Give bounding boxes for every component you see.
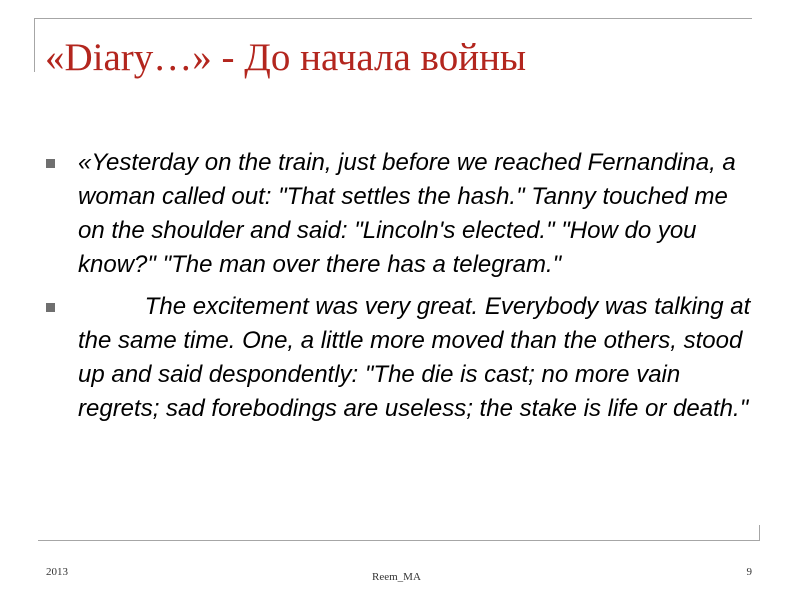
bullet-item	[46, 146, 758, 282]
slide-number: 9	[746, 566, 752, 578]
bullet-item	[46, 290, 758, 426]
footer-date: 2013	[46, 566, 68, 578]
bullet-text: The excitement was very great. Everybody was talking at the same time. One, a little more moved than the others, stood up and said despondently: "The die is cast; no more vain regrets; sad forebodings are useless; the stake is life or death."	[78, 293, 751, 422]
bullet-text: «Yesterday on the train, just before we reached Fernandina, a woman called out: "That settles the hash." Tanny touched me on the shoulder and said: "Lincoln's elected." "How do you know?" "The man over there has a telegram."	[78, 149, 736, 278]
slide-content	[46, 146, 758, 434]
square-bullet-icon	[46, 303, 55, 312]
square-bullet-icon	[46, 159, 55, 168]
top-left-vertical-rule	[34, 18, 35, 72]
top-rule	[34, 18, 752, 19]
footer-author: Reem_MA	[372, 571, 421, 583]
bottom-right-vertical-rule	[759, 525, 760, 541]
slide-title: «Diary…» - До начала войны	[45, 36, 527, 79]
bottom-rule	[38, 540, 760, 541]
